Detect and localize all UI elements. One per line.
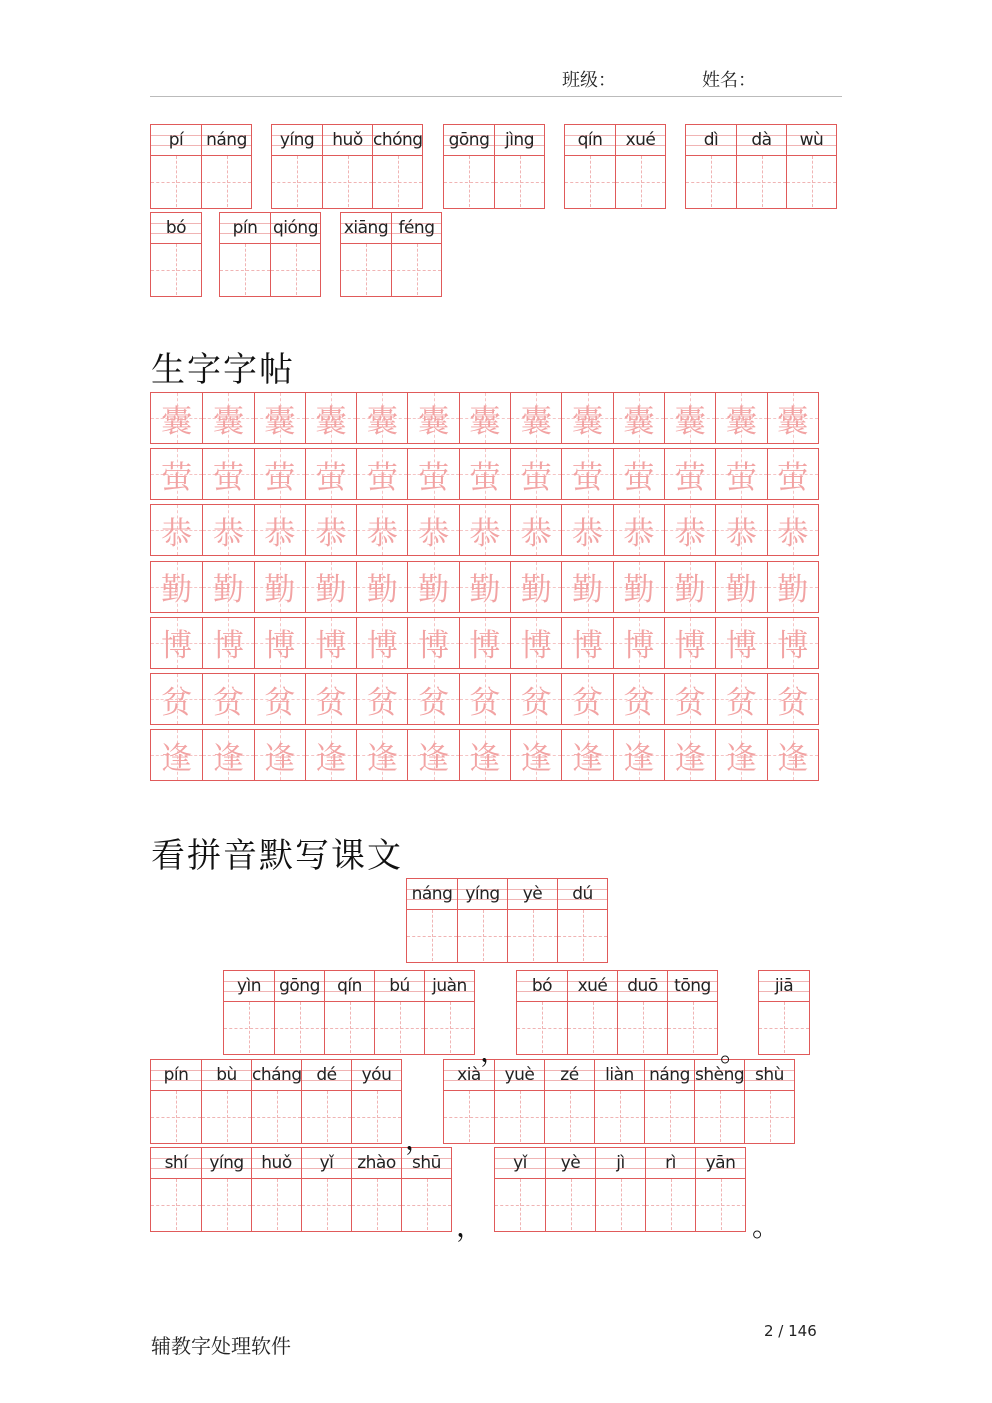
writing-box[interactable] bbox=[302, 1179, 351, 1230]
trace-character-cell[interactable]: 囊 bbox=[305, 393, 356, 443]
pinyin-cell bbox=[372, 125, 422, 208]
pinyin-cell bbox=[151, 1060, 201, 1143]
trace-character-cell[interactable]: 贫 bbox=[305, 674, 356, 724]
writing-box[interactable] bbox=[545, 1091, 594, 1142]
trace-character-cell[interactable]: 贫 bbox=[459, 674, 510, 724]
trace-character-cell[interactable]: 贫 bbox=[767, 674, 818, 724]
pinyin-text: dé bbox=[302, 1060, 351, 1091]
writing-box[interactable] bbox=[224, 1002, 274, 1053]
trace-character-cell[interactable]: 恭 bbox=[664, 505, 715, 555]
trace-character-cell[interactable]: 逢 bbox=[202, 730, 253, 780]
pinyin-text: xué bbox=[616, 125, 665, 156]
pinyin-cell bbox=[517, 971, 567, 1054]
pinyin-text: wù bbox=[787, 125, 836, 156]
pinyin-text: shù bbox=[745, 1060, 794, 1091]
trace-character-cell[interactable]: 博 bbox=[407, 618, 458, 668]
trace-character-cell[interactable]: 萤 bbox=[767, 449, 818, 499]
pinyin-text: duō bbox=[618, 971, 667, 1002]
pinyin-cell bbox=[444, 1060, 494, 1143]
pinyin-text: qín bbox=[325, 971, 374, 1002]
pinyin-text: xué bbox=[568, 971, 617, 1002]
pinyin-word-group bbox=[443, 124, 545, 209]
trace-character-cell[interactable]: 逢 bbox=[151, 730, 202, 780]
page-number: 2 / 146 bbox=[764, 1322, 817, 1340]
pinyin-cell bbox=[151, 213, 201, 296]
trace-character-cell[interactable]: 博 bbox=[151, 618, 202, 668]
pinyin-cell bbox=[391, 213, 441, 296]
pinyin-cell bbox=[324, 971, 374, 1054]
copybook-row bbox=[150, 729, 819, 781]
trace-character-cell[interactable]: 萤 bbox=[715, 449, 766, 499]
pinyin-cell bbox=[351, 1148, 401, 1231]
trace-character-cell[interactable]: 逢 bbox=[561, 730, 612, 780]
pinyin-cell bbox=[201, 125, 251, 208]
pinyin-text: yìn bbox=[224, 971, 274, 1002]
pinyin-cell bbox=[565, 125, 615, 208]
pinyin-word-group bbox=[271, 124, 423, 209]
trace-character-cell[interactable]: 囊 bbox=[613, 393, 664, 443]
pinyin-cell bbox=[401, 1148, 451, 1231]
trace-character-cell[interactable]: 萤 bbox=[561, 449, 612, 499]
pinyin-cell bbox=[786, 125, 836, 208]
trace-character-cell[interactable]: 贫 bbox=[151, 674, 202, 724]
trace-character-cell[interactable]: 萤 bbox=[305, 449, 356, 499]
pinyin-cell bbox=[686, 125, 736, 208]
trace-character-cell[interactable]: 逢 bbox=[459, 730, 510, 780]
trace-character-cell[interactable]: 囊 bbox=[202, 393, 253, 443]
writing-box[interactable] bbox=[352, 1091, 401, 1142]
trace-character-cell[interactable]: 勤 bbox=[767, 562, 818, 612]
trace-character-cell[interactable]: 勤 bbox=[305, 562, 356, 612]
writing-box[interactable] bbox=[696, 1179, 745, 1230]
pinyin-text: dà bbox=[737, 125, 786, 156]
writing-box[interactable] bbox=[272, 156, 322, 207]
pinyin-text: gōng bbox=[275, 971, 324, 1002]
pinyin-text: yè bbox=[546, 1148, 595, 1179]
class-label: 班级： bbox=[562, 70, 616, 91]
pinyin-cell bbox=[151, 1148, 201, 1231]
pinyin-cell bbox=[201, 1060, 251, 1143]
writing-box[interactable] bbox=[352, 1179, 401, 1230]
pinyin-text: bù bbox=[202, 1060, 251, 1091]
pinyin-cell bbox=[595, 1148, 645, 1231]
writing-box[interactable] bbox=[325, 1002, 374, 1053]
pinyin-cell bbox=[201, 1148, 251, 1231]
trace-character-cell[interactable]: 恭 bbox=[767, 505, 818, 555]
writing-box[interactable] bbox=[759, 1002, 809, 1053]
trace-character-cell[interactable]: 贫 bbox=[356, 674, 407, 724]
trace-character-cell[interactable]: 勤 bbox=[664, 562, 715, 612]
pinyin-text: yíng bbox=[272, 125, 322, 156]
trace-character-cell[interactable]: 恭 bbox=[613, 505, 664, 555]
pinyin-text: shí bbox=[151, 1148, 201, 1179]
trace-character-cell[interactable]: 囊 bbox=[715, 393, 766, 443]
pinyin-cell bbox=[251, 1148, 301, 1231]
pinyin-cell bbox=[594, 1060, 644, 1143]
writing-box[interactable] bbox=[275, 1002, 324, 1053]
writing-box[interactable] bbox=[444, 156, 494, 207]
trace-character-cell[interactable]: 囊 bbox=[151, 393, 202, 443]
pinyin-cell bbox=[736, 125, 786, 208]
writing-box[interactable] bbox=[546, 1179, 595, 1230]
section-title-dictation: 看拼音默写课文 bbox=[151, 836, 403, 876]
pinyin-cell bbox=[224, 971, 274, 1054]
pinyin-text: huǒ bbox=[323, 125, 372, 156]
pinyin-text: chóng bbox=[373, 125, 422, 156]
pinyin-cell bbox=[322, 125, 372, 208]
pinyin-cell bbox=[617, 971, 667, 1054]
pinyin-text: yān bbox=[696, 1148, 745, 1179]
pinyin-word-group bbox=[340, 212, 442, 297]
writing-box[interactable] bbox=[407, 910, 457, 961]
writing-box[interactable] bbox=[220, 244, 270, 295]
trace-character-cell[interactable]: 贫 bbox=[407, 674, 458, 724]
trace-character-cell[interactable]: 博 bbox=[767, 618, 818, 668]
trace-character-cell[interactable]: 博 bbox=[202, 618, 253, 668]
trace-character-cell[interactable]: 博 bbox=[254, 618, 305, 668]
name-label: 姓名： bbox=[702, 70, 756, 91]
pinyin-cell bbox=[220, 213, 270, 296]
pinyin-cell bbox=[351, 1060, 401, 1143]
trace-character-cell[interactable]: 囊 bbox=[561, 393, 612, 443]
writing-box[interactable] bbox=[495, 156, 544, 207]
punctuation-mark: 。 bbox=[752, 1210, 781, 1243]
trace-character-cell[interactable]: 勤 bbox=[613, 562, 664, 612]
pinyin-text: qióng bbox=[271, 213, 320, 244]
dictation-word-group bbox=[443, 1059, 795, 1144]
pinyin-cell bbox=[151, 125, 201, 208]
trace-character-cell[interactable]: 逢 bbox=[664, 730, 715, 780]
pinyin-word-group bbox=[219, 212, 321, 297]
writing-box[interactable] bbox=[695, 1091, 744, 1142]
pinyin-text: yǐ bbox=[495, 1148, 545, 1179]
dictation-word-group bbox=[758, 970, 810, 1055]
dictation-word-group bbox=[223, 970, 475, 1055]
pinyin-cell bbox=[545, 1148, 595, 1231]
writing-box[interactable] bbox=[645, 1091, 694, 1142]
punctuation-mark: ， bbox=[480, 1035, 509, 1068]
trace-character-cell[interactable]: 逢 bbox=[715, 730, 766, 780]
punctuation-mark: ， bbox=[405, 1123, 434, 1156]
pinyin-word-group bbox=[685, 124, 837, 209]
writing-box[interactable] bbox=[202, 1179, 251, 1230]
pinyin-cell bbox=[270, 213, 320, 296]
trace-character-cell[interactable]: 囊 bbox=[510, 393, 561, 443]
pinyin-cell bbox=[694, 1060, 744, 1143]
trace-character-cell[interactable]: 萤 bbox=[254, 449, 305, 499]
dictation-word-group bbox=[150, 1147, 452, 1232]
trace-character-cell[interactable]: 逢 bbox=[356, 730, 407, 780]
trace-character-cell[interactable]: 恭 bbox=[356, 505, 407, 555]
trace-character-cell[interactable]: 勤 bbox=[459, 562, 510, 612]
trace-character-cell[interactable]: 博 bbox=[561, 618, 612, 668]
writing-box[interactable] bbox=[202, 1091, 251, 1142]
writing-box[interactable] bbox=[425, 1002, 474, 1053]
copybook-row bbox=[150, 561, 819, 613]
punctuation-mark: ， bbox=[456, 1210, 485, 1243]
trace-character-cell[interactable]: 逢 bbox=[510, 730, 561, 780]
pinyin-text: qín bbox=[565, 125, 615, 156]
pinyin-text: juàn bbox=[425, 971, 474, 1002]
trace-character-cell[interactable]: 萤 bbox=[202, 449, 253, 499]
trace-character-cell[interactable]: 恭 bbox=[305, 505, 356, 555]
trace-character-cell[interactable]: 萤 bbox=[664, 449, 715, 499]
pinyin-cell bbox=[759, 971, 809, 1054]
trace-character-cell[interactable]: 囊 bbox=[254, 393, 305, 443]
pinyin-text: náng bbox=[407, 879, 457, 910]
pinyin-text: yuè bbox=[495, 1060, 544, 1091]
footer-software-name: 辅教字处理软件 bbox=[151, 1334, 291, 1358]
writing-box[interactable] bbox=[745, 1091, 794, 1142]
trace-character-cell[interactable]: 萤 bbox=[459, 449, 510, 499]
dictation-word-group bbox=[516, 970, 718, 1055]
pinyin-word-group bbox=[150, 212, 202, 297]
trace-character-cell[interactable]: 博 bbox=[613, 618, 664, 668]
dictation-word-group bbox=[494, 1147, 746, 1232]
trace-character-cell[interactable]: 萤 bbox=[510, 449, 561, 499]
trace-character-cell[interactable]: 囊 bbox=[356, 393, 407, 443]
writing-box[interactable] bbox=[495, 1179, 545, 1230]
writing-box[interactable] bbox=[646, 1179, 695, 1230]
writing-box[interactable] bbox=[458, 910, 507, 961]
copybook-row bbox=[150, 617, 819, 669]
trace-character-cell[interactable]: 囊 bbox=[664, 393, 715, 443]
writing-box[interactable] bbox=[202, 156, 251, 207]
pinyin-text: tōng bbox=[668, 971, 717, 1002]
trace-character-cell[interactable]: 恭 bbox=[715, 505, 766, 555]
trace-character-cell[interactable]: 博 bbox=[356, 618, 407, 668]
pinyin-cell bbox=[557, 879, 607, 962]
writing-box[interactable] bbox=[565, 156, 615, 207]
writing-box[interactable] bbox=[568, 1002, 617, 1053]
writing-box[interactable] bbox=[252, 1091, 301, 1142]
trace-character-cell[interactable]: 萤 bbox=[613, 449, 664, 499]
trace-character-cell[interactable]: 逢 bbox=[613, 730, 664, 780]
trace-character-cell[interactable]: 囊 bbox=[767, 393, 818, 443]
pinyin-text: yǐ bbox=[302, 1148, 351, 1179]
trace-character-cell[interactable]: 萤 bbox=[356, 449, 407, 499]
trace-character-cell[interactable]: 逢 bbox=[305, 730, 356, 780]
pinyin-text: dú bbox=[558, 879, 607, 910]
punctuation-mark: 。 bbox=[720, 1035, 749, 1068]
writing-box[interactable] bbox=[302, 1091, 351, 1142]
trace-character-cell[interactable]: 恭 bbox=[202, 505, 253, 555]
writing-box[interactable] bbox=[252, 1179, 301, 1230]
pinyin-word-group bbox=[150, 124, 252, 209]
trace-character-cell[interactable]: 勤 bbox=[715, 562, 766, 612]
trace-character-cell[interactable]: 博 bbox=[664, 618, 715, 668]
pinyin-cell bbox=[667, 971, 717, 1054]
trace-character-cell[interactable]: 勤 bbox=[561, 562, 612, 612]
trace-character-cell[interactable]: 恭 bbox=[459, 505, 510, 555]
section-title-copybook: 生字字帖 bbox=[151, 350, 295, 390]
pinyin-cell bbox=[341, 213, 391, 296]
writing-box[interactable] bbox=[596, 1179, 645, 1230]
pinyin-text: dì bbox=[686, 125, 736, 156]
trace-character-cell[interactable]: 贫 bbox=[715, 674, 766, 724]
writing-box[interactable] bbox=[151, 156, 201, 207]
pinyin-text: huǒ bbox=[252, 1148, 301, 1179]
trace-character-cell[interactable]: 逢 bbox=[767, 730, 818, 780]
pinyin-text: rì bbox=[646, 1148, 695, 1179]
writing-box[interactable] bbox=[373, 156, 422, 207]
pinyin-cell bbox=[374, 971, 424, 1054]
writing-box[interactable] bbox=[618, 1002, 667, 1053]
pinyin-cell bbox=[301, 1060, 351, 1143]
writing-box[interactable] bbox=[341, 244, 391, 295]
pinyin-word-group bbox=[564, 124, 666, 209]
trace-character-cell[interactable]: 博 bbox=[715, 618, 766, 668]
pinyin-cell bbox=[544, 1060, 594, 1143]
trace-character-cell[interactable]: 囊 bbox=[459, 393, 510, 443]
pinyin-text: shū bbox=[402, 1148, 451, 1179]
writing-box[interactable] bbox=[151, 1179, 201, 1230]
pinyin-cell bbox=[744, 1060, 794, 1143]
pinyin-text: jiā bbox=[759, 971, 809, 1002]
writing-box[interactable] bbox=[595, 1091, 644, 1142]
trace-character-cell[interactable]: 恭 bbox=[151, 505, 202, 555]
pinyin-cell bbox=[567, 971, 617, 1054]
writing-box[interactable] bbox=[517, 1002, 567, 1053]
trace-character-cell[interactable]: 萤 bbox=[407, 449, 458, 499]
trace-character-cell[interactable]: 勤 bbox=[254, 562, 305, 612]
pinyin-text: zé bbox=[545, 1060, 594, 1091]
pinyin-cell bbox=[494, 1060, 544, 1143]
pinyin-text: náng bbox=[645, 1060, 694, 1091]
pinyin-cell bbox=[615, 125, 665, 208]
trace-character-cell[interactable]: 博 bbox=[305, 618, 356, 668]
pinyin-text: jì bbox=[596, 1148, 645, 1179]
dictation-word-group bbox=[150, 1059, 402, 1144]
copybook-row bbox=[150, 504, 819, 556]
pinyin-text: yóu bbox=[352, 1060, 401, 1091]
header-divider bbox=[150, 96, 842, 97]
pinyin-text: zhào bbox=[352, 1148, 401, 1179]
pinyin-text: náng bbox=[202, 125, 251, 156]
pinyin-text: xià bbox=[444, 1060, 494, 1091]
writing-box[interactable] bbox=[616, 156, 665, 207]
trace-character-cell[interactable]: 恭 bbox=[510, 505, 561, 555]
trace-character-cell[interactable]: 贫 bbox=[202, 674, 253, 724]
copybook-row bbox=[150, 673, 819, 725]
trace-character-cell[interactable]: 博 bbox=[459, 618, 510, 668]
trace-character-cell[interactable]: 勤 bbox=[407, 562, 458, 612]
trace-character-cell[interactable]: 勤 bbox=[356, 562, 407, 612]
writing-box[interactable] bbox=[402, 1179, 451, 1230]
writing-box[interactable] bbox=[375, 1002, 424, 1053]
writing-box[interactable] bbox=[668, 1002, 717, 1053]
trace-character-cell[interactable]: 贫 bbox=[254, 674, 305, 724]
trace-character-cell[interactable]: 勤 bbox=[510, 562, 561, 612]
pinyin-text: cháng bbox=[252, 1060, 301, 1091]
pinyin-cell bbox=[274, 971, 324, 1054]
pinyin-cell bbox=[407, 879, 457, 962]
trace-character-cell[interactable]: 恭 bbox=[561, 505, 612, 555]
pinyin-text: bó bbox=[517, 971, 567, 1002]
pinyin-cell bbox=[251, 1060, 301, 1143]
pinyin-text: pín bbox=[151, 1060, 201, 1091]
trace-character-cell[interactable]: 贫 bbox=[664, 674, 715, 724]
copybook-row bbox=[150, 448, 819, 500]
pinyin-cell bbox=[424, 971, 474, 1054]
writing-box[interactable] bbox=[686, 156, 736, 207]
trace-character-cell[interactable]: 贫 bbox=[561, 674, 612, 724]
trace-character-cell[interactable]: 囊 bbox=[407, 393, 458, 443]
pinyin-text: pí bbox=[151, 125, 201, 156]
pinyin-text: gōng bbox=[444, 125, 494, 156]
copybook-row bbox=[150, 392, 819, 444]
pinyin-text: yíng bbox=[202, 1148, 251, 1179]
writing-box[interactable] bbox=[151, 1091, 201, 1142]
pinyin-cell bbox=[272, 125, 322, 208]
trace-character-cell[interactable]: 勤 bbox=[151, 562, 202, 612]
writing-box[interactable] bbox=[737, 156, 786, 207]
pinyin-cell bbox=[301, 1148, 351, 1231]
writing-box[interactable] bbox=[787, 156, 836, 207]
pinyin-text: pín bbox=[220, 213, 270, 244]
pinyin-cell bbox=[695, 1148, 745, 1231]
pinyin-text: bó bbox=[151, 213, 201, 244]
writing-box[interactable] bbox=[444, 1091, 494, 1142]
pinyin-cell bbox=[494, 125, 544, 208]
writing-box[interactable] bbox=[558, 910, 607, 961]
trace-character-cell[interactable]: 逢 bbox=[254, 730, 305, 780]
pinyin-text: yè bbox=[508, 879, 557, 910]
pinyin-cell bbox=[507, 879, 557, 962]
trace-character-cell[interactable]: 勤 bbox=[202, 562, 253, 612]
trace-character-cell[interactable]: 博 bbox=[510, 618, 561, 668]
writing-box[interactable] bbox=[508, 910, 557, 961]
pinyin-text: xiāng bbox=[341, 213, 391, 244]
pinyin-text: shèng bbox=[695, 1060, 744, 1091]
pinyin-text: yíng bbox=[458, 879, 507, 910]
writing-box[interactable] bbox=[323, 156, 372, 207]
pinyin-cell bbox=[645, 1148, 695, 1231]
trace-character-cell[interactable]: 贫 bbox=[613, 674, 664, 724]
trace-character-cell[interactable]: 恭 bbox=[254, 505, 305, 555]
pinyin-text: liàn bbox=[595, 1060, 644, 1091]
pinyin-text: jìng bbox=[495, 125, 544, 156]
trace-character-cell[interactable]: 萤 bbox=[151, 449, 202, 499]
writing-box[interactable] bbox=[392, 244, 441, 295]
writing-box[interactable] bbox=[495, 1091, 544, 1142]
writing-box[interactable] bbox=[271, 244, 320, 295]
pinyin-cell bbox=[457, 879, 507, 962]
pinyin-cell bbox=[444, 125, 494, 208]
pinyin-text: bú bbox=[375, 971, 424, 1002]
trace-character-cell[interactable]: 恭 bbox=[407, 505, 458, 555]
writing-box[interactable] bbox=[151, 244, 201, 295]
trace-character-cell[interactable]: 贫 bbox=[510, 674, 561, 724]
trace-character-cell[interactable]: 逢 bbox=[407, 730, 458, 780]
pinyin-text: féng bbox=[392, 213, 441, 244]
dictation-word-group bbox=[406, 878, 608, 963]
pinyin-cell bbox=[495, 1148, 545, 1231]
pinyin-cell bbox=[644, 1060, 694, 1143]
